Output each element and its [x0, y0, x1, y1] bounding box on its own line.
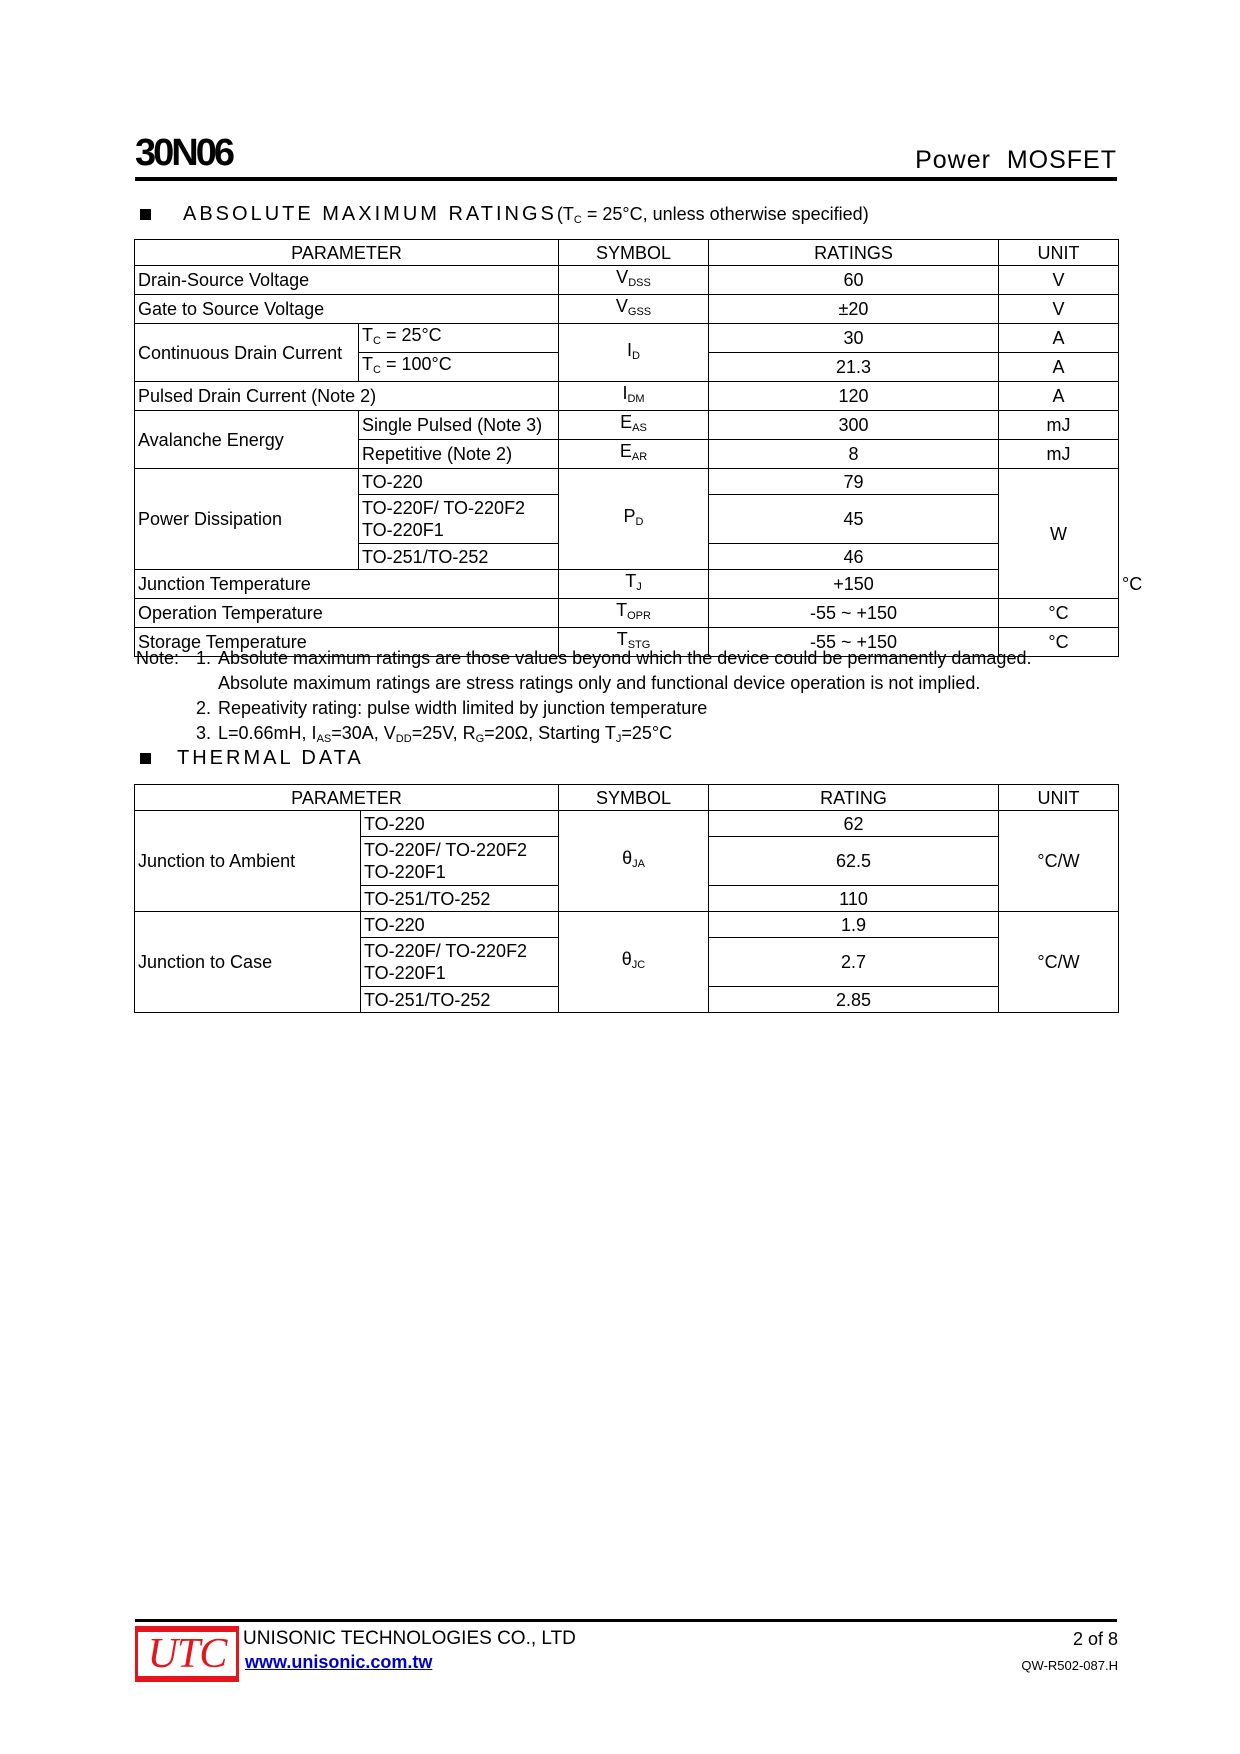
company-name: UNISONIC TECHNOLOGIES CO., LTD	[243, 1628, 576, 1649]
header-unit: UNIT	[999, 785, 1119, 811]
square-bullet-icon	[140, 753, 151, 764]
symbol-cell: $E_{AS}$	[559, 411, 709, 440]
symbol-cell: $T_J$	[559, 570, 709, 599]
package-cell: TO-251/TO-252	[361, 987, 559, 1013]
thermal-table	[134, 784, 1119, 1013]
value-cell: 62.5	[709, 837, 999, 886]
abs-max-title: ABSOLUTE MAXIMUM RATINGS	[183, 203, 557, 225]
value-cell: 2.85	[709, 987, 999, 1013]
note-item: 2. Repeativity rating: pulse width limited by junction temperature	[136, 696, 1031, 721]
utc-logo	[135, 1626, 239, 1682]
note-text: Absolute maximum ratings are stress ratings only and functional device operation is not implied.	[218, 673, 981, 693]
unit-cell: mJ	[999, 440, 1119, 469]
unit-cell: V	[999, 295, 1119, 324]
table-row	[135, 266, 1119, 295]
symbol-cell: $P_D$	[559, 469, 709, 570]
value-cell: 30	[709, 324, 999, 353]
package-cell: TO-220	[361, 912, 559, 938]
abs-max-section-title	[140, 203, 869, 226]
abs-max-condition: ($T_C = 25^\circ C$, unless otherwise specified)	[556, 203, 869, 226]
header-rule	[135, 177, 1117, 181]
table-row	[135, 811, 1119, 837]
table-row	[135, 382, 1119, 411]
unit-cell: A	[999, 382, 1119, 411]
header-unit: UNIT	[999, 240, 1119, 266]
param-cell: Storage Temperature	[135, 628, 559, 657]
symbol-cell: $E_{AR}$	[559, 440, 709, 469]
footer-rule	[135, 1619, 1117, 1622]
param-cell: Junction to Case	[135, 912, 361, 1013]
unit-cell: A	[999, 324, 1119, 353]
value-cell: 62	[709, 811, 999, 837]
value-cell: ±20	[709, 295, 999, 324]
logo-text: UTC	[147, 1631, 227, 1677]
unit-cell: °C	[999, 628, 1119, 657]
value-cell: 1.9	[709, 912, 999, 938]
note-text: Repeativity rating: pulse width limited by junction temperature	[218, 698, 708, 718]
note-item: 3. L=0.66mH, $I_{AS}=30A$, $V_{DD}=25V$, $R_G=20\Omega$, Starting $T_J=25^\circ C$	[136, 721, 1031, 752]
value-cell: -55 ~ +150	[709, 628, 999, 657]
table-row	[135, 411, 1119, 440]
symbol-cell: $I_{DM}$	[559, 382, 709, 411]
param-cell: Operation Temperature	[135, 599, 559, 628]
header-ratings: RATINGS	[709, 240, 999, 266]
package-cell: TO-220F/ TO-220F2 TO-220F1	[359, 495, 559, 544]
package-cell: TO-220F/ TO-220F2 TO-220F1	[361, 837, 559, 886]
condition-cell: Single Pulsed (Note 3)	[359, 411, 559, 440]
package-cell: TO-220F/ TO-220F2 TO-220F1	[361, 938, 559, 987]
note-text: L=0.66mH, $I_{AS}=30A$, $V_{DD}=25V$, $R_G=20\Omega$, Starting $T_J=25^\circ C$	[218, 723, 673, 745]
value-cell: 300	[709, 411, 999, 440]
param-cell: Junction to Ambient	[135, 811, 361, 912]
square-bullet-icon	[140, 209, 151, 220]
thermal-section-title	[140, 747, 364, 770]
unit-cell: mJ	[999, 411, 1119, 440]
value-cell: 45	[709, 495, 999, 544]
unit-cell: W	[999, 469, 1119, 599]
param-cell: Junction Temperature	[135, 570, 559, 599]
value-cell: +150	[709, 570, 999, 599]
package-cell: TO-251/TO-252	[359, 544, 559, 570]
param-cell: Drain-Source Voltage	[135, 266, 559, 295]
package-cell: TO-220	[361, 811, 559, 837]
value-cell: 79	[709, 469, 999, 495]
value-cell: 120	[709, 382, 999, 411]
document-code: QW-R502-087.H	[1021, 1658, 1118, 1673]
condition-cell: Repetitive (Note 2)	[359, 440, 559, 469]
value-cell: 8	[709, 440, 999, 469]
symbol-cell: $T_{OPR}$	[559, 599, 709, 628]
unit-cell: V	[999, 266, 1119, 295]
notes	[136, 646, 1031, 752]
header-parameter: PARAMETER	[135, 785, 559, 811]
note-text: Absolute maximum ratings are those values beyond which the device could be permanently damaged.	[218, 648, 1032, 668]
website-link[interactable]: www.unisonic.com.tw	[245, 1652, 433, 1672]
value-cell: 60	[709, 266, 999, 295]
unit-cell: °C/W	[999, 811, 1119, 912]
param-cell: Gate to Source Voltage	[135, 295, 559, 324]
package-cell: TO-220	[359, 469, 559, 495]
param-cell: Pulsed Drain Current (Note 2)	[135, 382, 559, 411]
symbol-cell: $I_D$	[559, 324, 709, 382]
table-row	[135, 295, 1119, 324]
page-header	[135, 128, 1117, 180]
note-label: Note:	[136, 648, 180, 668]
table-row	[135, 324, 1119, 353]
table-row	[135, 469, 1119, 495]
abs-max-table	[134, 239, 1143, 657]
value-cell: 46	[709, 544, 999, 570]
table-row: Junction Temperature $T_J$ +150 °C	[135, 570, 1119, 599]
condition-cell: $T_C = 100^\circ C$	[359, 353, 559, 382]
param-cell: Power Dissipation	[135, 469, 359, 570]
symbol-cell: $\theta_{JC}$	[559, 912, 709, 1013]
value-cell: 21.3	[709, 353, 999, 382]
value-cell: 110	[709, 886, 999, 912]
param-cell: Avalanche Energy	[135, 411, 359, 469]
symbol-cell: $V_{DSS}$	[559, 266, 709, 295]
table-row	[135, 912, 1119, 938]
header-symbol: SYMBOL	[559, 785, 709, 811]
param-cell: Continuous Drain Current	[135, 324, 359, 382]
package-cell: TO-251/TO-252	[361, 886, 559, 912]
note-item: Note: 1. Absolute maximum ratings are those values beyond which the device could be permanently damaged.	[136, 646, 1031, 671]
symbol-cell: $V_{GSS}$	[559, 295, 709, 324]
page-number: 2 of 8	[1072, 1629, 1118, 1649]
header-rating: RATING	[709, 785, 999, 811]
symbol-cell: $T_{STG}$	[559, 628, 709, 657]
symbol-cell: $\theta_{JA}$	[559, 811, 709, 912]
unit-cell: A	[999, 353, 1119, 382]
thermal-title: THERMAL DATA	[177, 747, 364, 769]
header-symbol: SYMBOL	[559, 240, 709, 266]
header-parameter: PARAMETER	[135, 240, 559, 266]
document-type: Power MOSFET	[915, 146, 1117, 174]
part-number: 30N06	[135, 132, 232, 174]
value-cell: 2.7	[709, 938, 999, 987]
unit-cell: °C	[999, 599, 1119, 628]
table-header-row	[135, 785, 1119, 811]
unit-cell: °C/W	[999, 912, 1119, 1013]
value-cell: -55 ~ +150	[709, 599, 999, 628]
table-row	[135, 599, 1119, 628]
table-header-row	[135, 240, 1119, 266]
condition-cell: $T_C = 25^\circ C$	[359, 324, 559, 353]
